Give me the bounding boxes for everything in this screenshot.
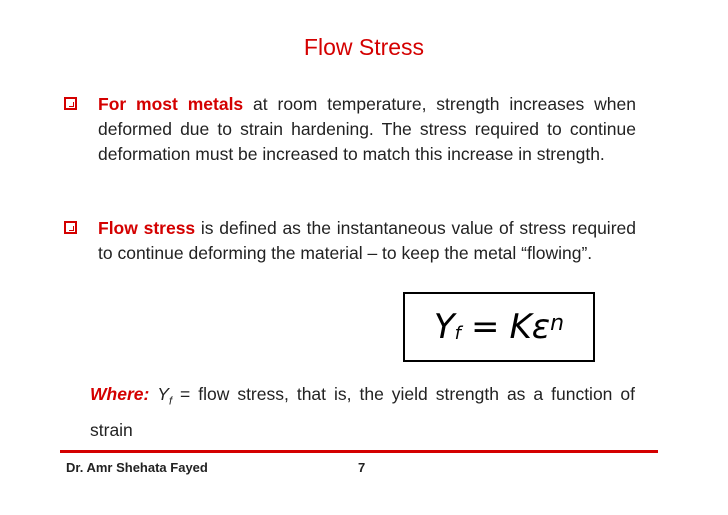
slide-title: Flow Stress <box>303 34 425 60</box>
bullet-text <box>64 216 636 266</box>
formula-lhs-subscript: f <box>454 322 461 344</box>
where-symbol-letter: Y <box>157 384 169 404</box>
flow-stress-formula <box>403 292 595 362</box>
formula-epsilon: ε <box>531 307 551 347</box>
formula-k: K <box>509 307 532 347</box>
where-symbol <box>157 384 173 408</box>
bullet-body: is defined as the instantaneous value of stress required to continue deforming the material – to keep the metal “flowing”. <box>98 218 636 263</box>
bullet-highlight: For most metals <box>98 94 244 114</box>
bullet-text <box>64 92 636 167</box>
bullet-flow-stress-definition <box>64 216 636 266</box>
formula-exponent: n <box>550 310 565 336</box>
bullet-highlight: Flow stress <box>98 218 196 238</box>
bullet-body: at room temperature, strength increases when deformed due to strain hardening. The stress required to continue deformation must be increased to match this increase in strength. <box>98 94 636 164</box>
where-text: = flow stress, that is, the yield strength as a function of strain <box>90 384 635 440</box>
where-symbol-subscript: f <box>168 395 173 408</box>
footer-author: Dr. Amr Shehata Fayed <box>66 460 208 475</box>
checkbox-bullet-icon <box>64 97 77 110</box>
bullet-strength-increase <box>64 92 636 167</box>
footer-divider <box>60 450 658 453</box>
page-number: 7 <box>358 460 366 475</box>
checkbox-bullet-icon <box>64 221 77 234</box>
formula-lhs: Y <box>433 307 455 347</box>
where-label: Where: <box>90 384 150 404</box>
where-explanation <box>90 380 635 444</box>
formula-equals: = <box>470 307 500 347</box>
